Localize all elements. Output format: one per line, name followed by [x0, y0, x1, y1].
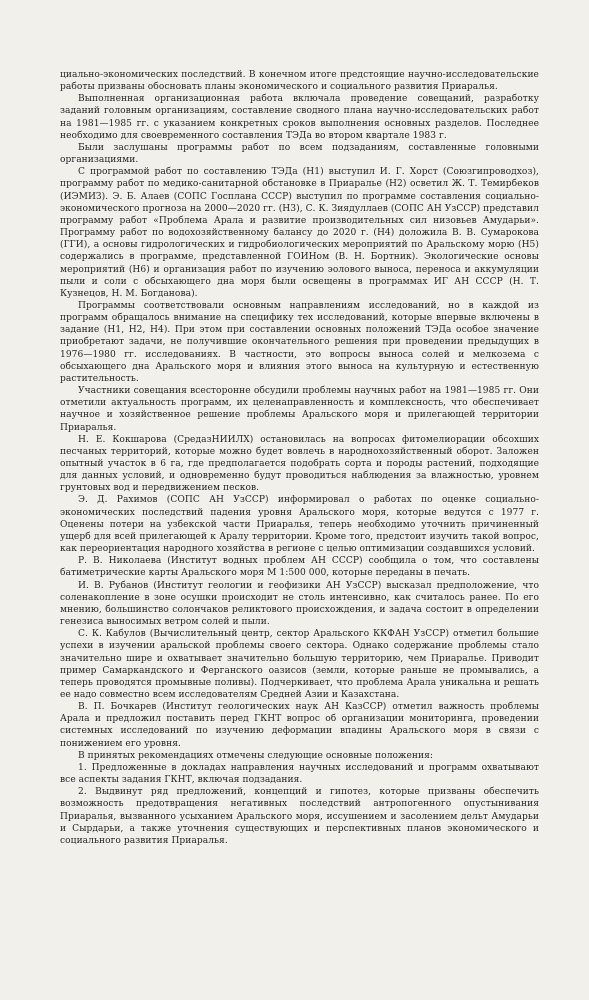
paragraph-7: Н. Е. Кокшарова (СредазНИИЛХ) остановилась на вопросах фитомелиорации обсохших песчаных территорий, которые можно будет вовлечь в народнохозяйственный оборот. Заложен опытный участок в 6 га, где предполагается подобрать сорта и породы растений, подходящие для данных условий, и одновременно будут проводиться наблюдения за влажностью, уровнем грунтовых вод и передвижением песков. [60, 434, 539, 494]
paragraph-5: Программы соответствовали основным направлениям исследований, но в каждой из программ обращалось внимание на специфику тех исследований, которые впервые включены в задание (Н1, Н2, Н4). При этом при составлении основных положений ТЭДа особое значение приобретают задачи, не получившие окончательного решения при проведении предыдущих в 1976—1980 гг. исследованиях. В частности, это вопросы выноса солей и мелкозема с обсыхающего дна Аральского моря и влияния этого выноса на культурную и естественную растительность. [60, 300, 539, 384]
paragraph-4: С программой работ по составлению ТЭДа (Н1) выступил И. Г. Хорст (Союзгипроводхоз), программу работ по медико-санитарной обстановке в Приаралье (Н2) осветил Ж. Т. Темирбеков (ИЭМИЗ). Э. Б. Алаев (СОПС Госплана СССР) выступил по программе составления социально-экономического прогноза на 2000—2020 гг. (Н3), С. К. Зиядуллаев (СОПС АН УзССР) представил программу работ «Проблема Арала и развитие производительных сил низовьев Амударьи». Программу работ по водохозяйственному балансу до 2020 г. (Н4) доложила В. В. Сумарокова (ГГИ), а основы гидрологических и гидробиологических мероприятий по Аральскому морю (Н5) содержались в программе, представленной ГОИНом (В. Н. Бортник). Экологические основы мероприятий (Н6) и организация работ по изучению эолового выноса, переноса и аккумуляции пыли и соли с обсыхающего дна моря были освещены в программах ИГ АН СССР (Н. Т. Кузнецов, Н. М. Богданова). [60, 167, 539, 299]
paragraph-3: Были заслушаны программы работ по всем подзаданиям, составленные головными организациями. [60, 142, 539, 166]
paragraph-2: Выполненная организационная работа включала проведение совещаний, разработку заданий головным организациям, составление сводного плана научно-исследовательских работ на 1981—1985 гг. с указанием конкретных сроков выполнения основных разделов. Последнее необходимо для своевременного составления ТЭДа во втором квартале 1983 г. [60, 94, 539, 141]
paragraph-12: В. П. Бочкарев (Институт геологических наук АН КазССР) отметил важность проблемы Арала и предложил поставить перед ГКНТ вопрос об организации мониторинга, проведении системных исследований по изучению деформации впадины Аральского моря в связи с понижением его уровня. [60, 702, 539, 749]
paragraph-8: Э. Д. Рахимов (СОПС АН УзССР) информировал о работах по оценке социально-экономических последствий падения уровня Аральского моря, которые ведутся с 1977 г. Оценены потери на узбекской части Приаралья, теперь необходимо уточнить причиненный ущерб для всей прилегающей к Аралу территории. Кроме того, предстоит изучить такой вопрос, как переориентация народного хозяйства в регионе с целью оптимизации создавшихся условий. [60, 495, 539, 555]
list-item-2: 2. Выдвинут ряд предложений, концепций и гипотез, которые призваны обеспечить возможность предотвращения негативных последствий антропогенного опустынивания Приаралья, вызванного усыханием Аральского моря, иссушением и засолением дельт Амударьи и Сырдарьи, а также уточнения существующих и перспективных планов экономического и социального развития Приаралья. [60, 787, 539, 846]
paragraph-10: И. В. Рубанов (Институт геологии и геофизики АН УзССР) высказал предположение, что соленакопление в зоне осушки происходит не столь интенсивно, как считалось ранее. По его мнению, большинство солончаков реликтового происхождения, и задача состоит в определении генезиса выносимых ветром солей и пыли. [60, 580, 539, 628]
paragraph-1: циально-экономических последствий. В конечном итоге предстоящие научно-исследовательские работы призваны обосновать планы экономического и социального развития Приаралья. [60, 70, 539, 93]
paragraph-9: Р. В. Николаева (Институт водных проблем АН СССР) сообщила о том, что составлены батиметрические карты Аральского моря М 1:500 000, которые переданы в печать. [60, 556, 539, 579]
document-body [60, 69, 539, 847]
paragraph-11: С. К. Кабулов (Вычислительный центр, сектор Аральского ККФАН УзССР) отметил большие успехи в изучении аральской проблемы своего сектора. Однако содержание проблемы стало значительно шире и охватывает значительно большую территорию, чем Приаралье. Приводит пример Самаркандского и Ферганского оазисов (земли, которые раньше не промывались, а теперь проводятся промывные поливы). Подчеркивает, что проблема Арала уникальна и решать ее надо совместно всем исследователям Средней Азии и Казахстана. [60, 629, 539, 700]
paragraph-13: В принятых рекомендациях отмечены следующие основные положения: [78, 750, 434, 761]
list-item-1: 1. Предложенные в докладах направления научных исследований и программ охватывают все аспекты задания ГКНТ, включая подзадания. [60, 762, 539, 786]
paragraph-6: Участники совещания всесторонне обсудили проблемы научных работ на 1981—1985 гг. Они отметили актуальность программ, их целенаправленность и комплексность, что обеспечивает научное и хозяйственное решение проблемы Аральского моря и прилегающей территории Приаралья. [60, 386, 539, 433]
